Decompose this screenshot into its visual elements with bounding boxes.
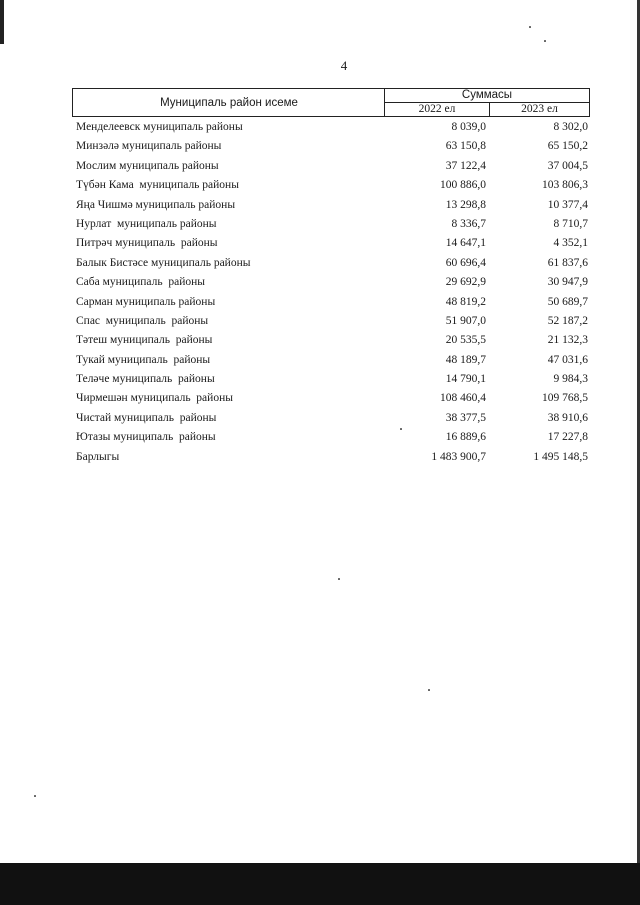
table-row	[76, 197, 590, 216]
amount-2022: 37 122,4	[445, 159, 486, 172]
district-name: Спас муниципаль районы	[76, 314, 209, 327]
district-name: Балык Бистәсе муниципаль районы	[76, 256, 251, 269]
amount-2023: 38 910,6	[547, 411, 588, 424]
table-row	[76, 255, 590, 274]
scan-speck	[428, 689, 430, 691]
district-name: Менделеевск муниципаль районы	[76, 121, 243, 133]
amount-2022: 8 039,0	[451, 121, 486, 133]
table-row	[76, 390, 590, 409]
amount-2022: 20 535,5	[445, 334, 486, 347]
amount-2023: 47 031,6	[547, 353, 588, 366]
district-name: Сарман муниципаль районы	[76, 295, 216, 308]
amount-2022: 16 889,6	[445, 431, 486, 444]
table-row	[76, 313, 590, 332]
table-row	[76, 410, 590, 429]
table-row	[76, 119, 590, 138]
scan-speck	[544, 40, 546, 42]
table-row	[76, 216, 590, 235]
scan-edge-bottom	[0, 863, 640, 905]
table-row	[76, 352, 590, 371]
district-name: Тукай муниципаль районы	[76, 353, 211, 366]
amount-2023: 61 837,6	[547, 256, 588, 269]
amount-2022: 108 460,4	[440, 392, 486, 405]
amount-2022: 63 150,8	[445, 140, 486, 153]
amount-2023: 52 187,2	[547, 314, 588, 327]
table-header	[72, 88, 590, 117]
table-row	[76, 235, 590, 254]
table-row	[76, 449, 590, 468]
header-district-name: Муниципаль район исеме	[160, 97, 298, 109]
table-row	[76, 138, 590, 157]
amount-2022: 60 696,4	[445, 256, 486, 269]
amount-2023: 4 352,1	[553, 237, 588, 250]
table-row	[76, 158, 590, 177]
scan-edge-top	[0, 0, 4, 44]
header-sums: Суммасы	[461, 89, 513, 101]
district-name: Мослим муниципаль районы	[76, 159, 219, 172]
table-row	[76, 332, 590, 351]
amount-2022: 13 298,8	[445, 198, 486, 211]
amount-2023: 1 495 148,5	[533, 450, 588, 463]
amount-2022: 14 790,1	[445, 373, 486, 386]
amount-2023: 109 768,5	[542, 392, 588, 405]
district-name: Саба муниципаль районы	[76, 276, 205, 289]
table-row	[76, 429, 590, 448]
amount-2022: 48 819,2	[445, 295, 486, 308]
amount-2023: 50 689,7	[547, 295, 588, 308]
table-row	[76, 177, 590, 196]
amount-2022: 38 377,5	[445, 411, 486, 424]
amount-2022: 100 886,0	[440, 179, 486, 192]
district-name: Нурлат муниципаль районы	[76, 217, 217, 230]
amount-2023: 17 227,8	[547, 431, 588, 444]
table-row	[76, 371, 590, 390]
district-name: Чирмешән муниципаль районы	[76, 392, 233, 405]
header-year-2022: 2022 ел	[418, 103, 456, 115]
table-row	[76, 294, 590, 313]
amount-2023: 37 004,5	[547, 159, 588, 172]
amount-2022: 29 692,9	[445, 276, 486, 289]
table-body	[76, 119, 590, 468]
amount-2022: 8 336,7	[451, 217, 486, 230]
district-name: Барлыгы	[76, 450, 120, 463]
district-name: Питрәч муниципаль районы	[76, 237, 218, 250]
scan-speck	[338, 578, 340, 580]
amount-2023: 30 947,9	[547, 276, 588, 289]
amount-2022: 48 189,7	[445, 353, 486, 366]
amount-2022: 1 483 900,7	[431, 450, 486, 463]
amount-2023: 9 984,3	[553, 373, 588, 386]
amount-2022: 51 907,0	[445, 314, 486, 327]
amount-2023: 8 302,0	[553, 121, 588, 133]
table-row	[76, 274, 590, 293]
amount-2023: 65 150,2	[547, 140, 588, 153]
district-name: Чистай муниципаль районы	[76, 411, 217, 424]
amount-2023: 21 132,3	[547, 334, 588, 347]
district-name: Ютазы муниципаль районы	[76, 431, 216, 444]
header-year-2023: 2023 ел	[521, 103, 558, 115]
district-name: Теләче муниципаль районы	[76, 373, 215, 386]
amount-2023: 10 377,4	[547, 198, 588, 211]
amount-2023: 103 806,3	[542, 179, 588, 192]
amount-2023: 8 710,7	[553, 217, 588, 230]
scan-speck	[529, 26, 531, 28]
district-name: Тәтеш муниципаль районы	[76, 334, 213, 347]
district-name: Яңа Чишмә муниципаль районы	[76, 198, 236, 211]
amount-2022: 14 647,1	[445, 237, 486, 250]
district-name: Минзәлә муниципаль районы	[76, 140, 222, 153]
page-number: 4	[340, 58, 348, 73]
scan-speck	[34, 795, 36, 797]
district-name: Түбән Кама муниципаль районы	[76, 179, 239, 192]
